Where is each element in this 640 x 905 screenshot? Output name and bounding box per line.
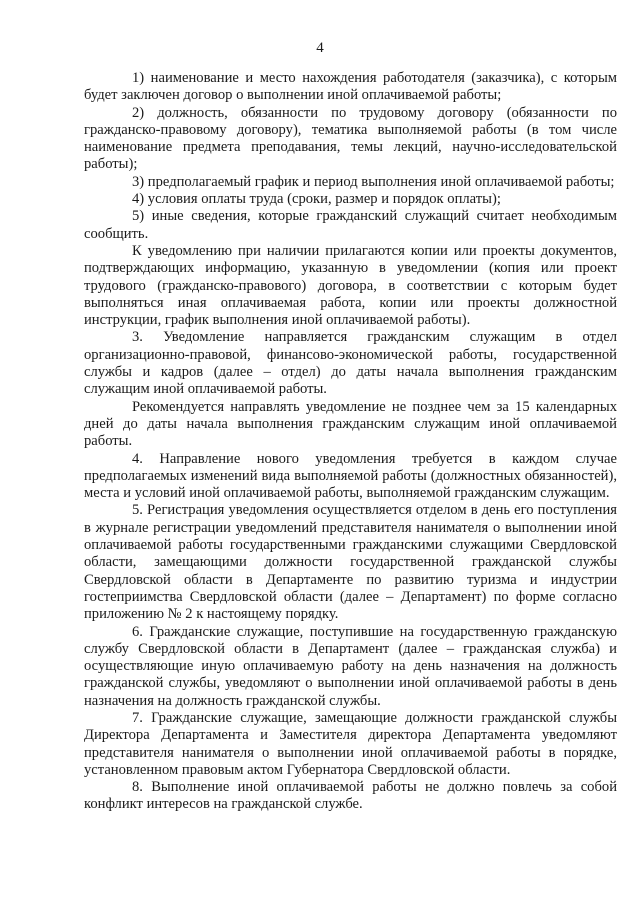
paragraph-clause-6: 6. Гражданские служащие, поступившие на государственную гражданскую службу Свердловской области в Департамент (далее – гражданская служба) и осуществляющие иную оплачиваемую работу на день назначения на должность гражданской службы, уведомляют о выполнении иной оплачиваемой работы в день назначения на должность гражданской службы. (84, 623, 617, 709)
document-body (84, 70, 617, 814)
paragraph-item-1: 1) наименование и место нахождения работодателя (заказчика), с которым будет заключен договор о выполнении иной оплачиваемой работы; (84, 70, 617, 104)
paragraph-clause-8: 8. Выполнение иной оплачиваемой работы не должно повлечь за собой конфликт интересов на гражданской службе. (84, 779, 617, 813)
page-number: 4 (316, 40, 324, 56)
paragraph-item-4: 4) условия оплаты труда (сроки, размер и порядок оплаты); (132, 191, 501, 208)
paragraph-clause-7: 7. Гражданские служащие, замещающие должности гражданской службы Директора Департамента и Заместителя директора Департамента уведомляют представителя нанимателя о выполнении иной оплачиваемой работы в порядке, установленном правовым актом Губернатора Свердловской области. (84, 709, 617, 778)
paragraph-clause-5: 5. Регистрация уведомления осуществляется отделом в день его поступления в журнале регистрации уведомлений представителя нанимателя о выполнении иной оплачиваемой работы государственными гражданскими служащими Свердловской области, замещающими должности государственной гражданской службы Свердловской области в Департаменте по развитию туризма и индустрии гостеприимства Свердловской области (далее – Департамент) по форме согласно приложению № 2 к настоящему порядку. (84, 502, 617, 623)
paragraph-clause-3: 3. Уведомление направляется гражданским служащим в отдел организационно-правовой, финансово-экономической работы, государственной службы и кадров (далее – отдел) до даты начала выполнения гражданским служащим иной оплачиваемой работы. (84, 329, 617, 398)
paragraph-item-3: 3) предполагаемый график и период выполнения иной оплачиваемой работы; (132, 173, 615, 190)
paragraph-item-5: 5) иные сведения, которые гражданский служащий считает необходимым сообщить. (84, 208, 617, 242)
paragraph-recommendation: Рекомендуется направлять уведомление не позднее чем за 15 календарных дней до даты начала выполнения гражданским служащим иной оплачиваемой работы. (84, 398, 617, 450)
paragraph-item-2: 2) должность, обязанности по трудовому договору (обязанности по гражданско-правовому договору), тематика выполняемой работы (в том числе наименование предмета преподавания, темы лекций, научно-исследовательской работы); (84, 104, 617, 173)
paragraph-attachments: К уведомлению при наличии прилагаются копии или проекты документов, подтверждающих информацию, указанную в уведомлении (копия или проект трудового (гражданско-правового) договора, в соответствии с которым будет выполняться иная оплачиваемая работа, копии или проекты должностной инструкции, график выполнения иной оплачиваемой работы). (84, 242, 617, 329)
paragraph-clause-4: 4. Направление нового уведомления требуется в каждом случае предполагаемых изменений вида выполняемой работы (должностных обязанностей), места и условий иной оплачиваемой работы, выполняемой гражданским служащим. (84, 450, 617, 502)
